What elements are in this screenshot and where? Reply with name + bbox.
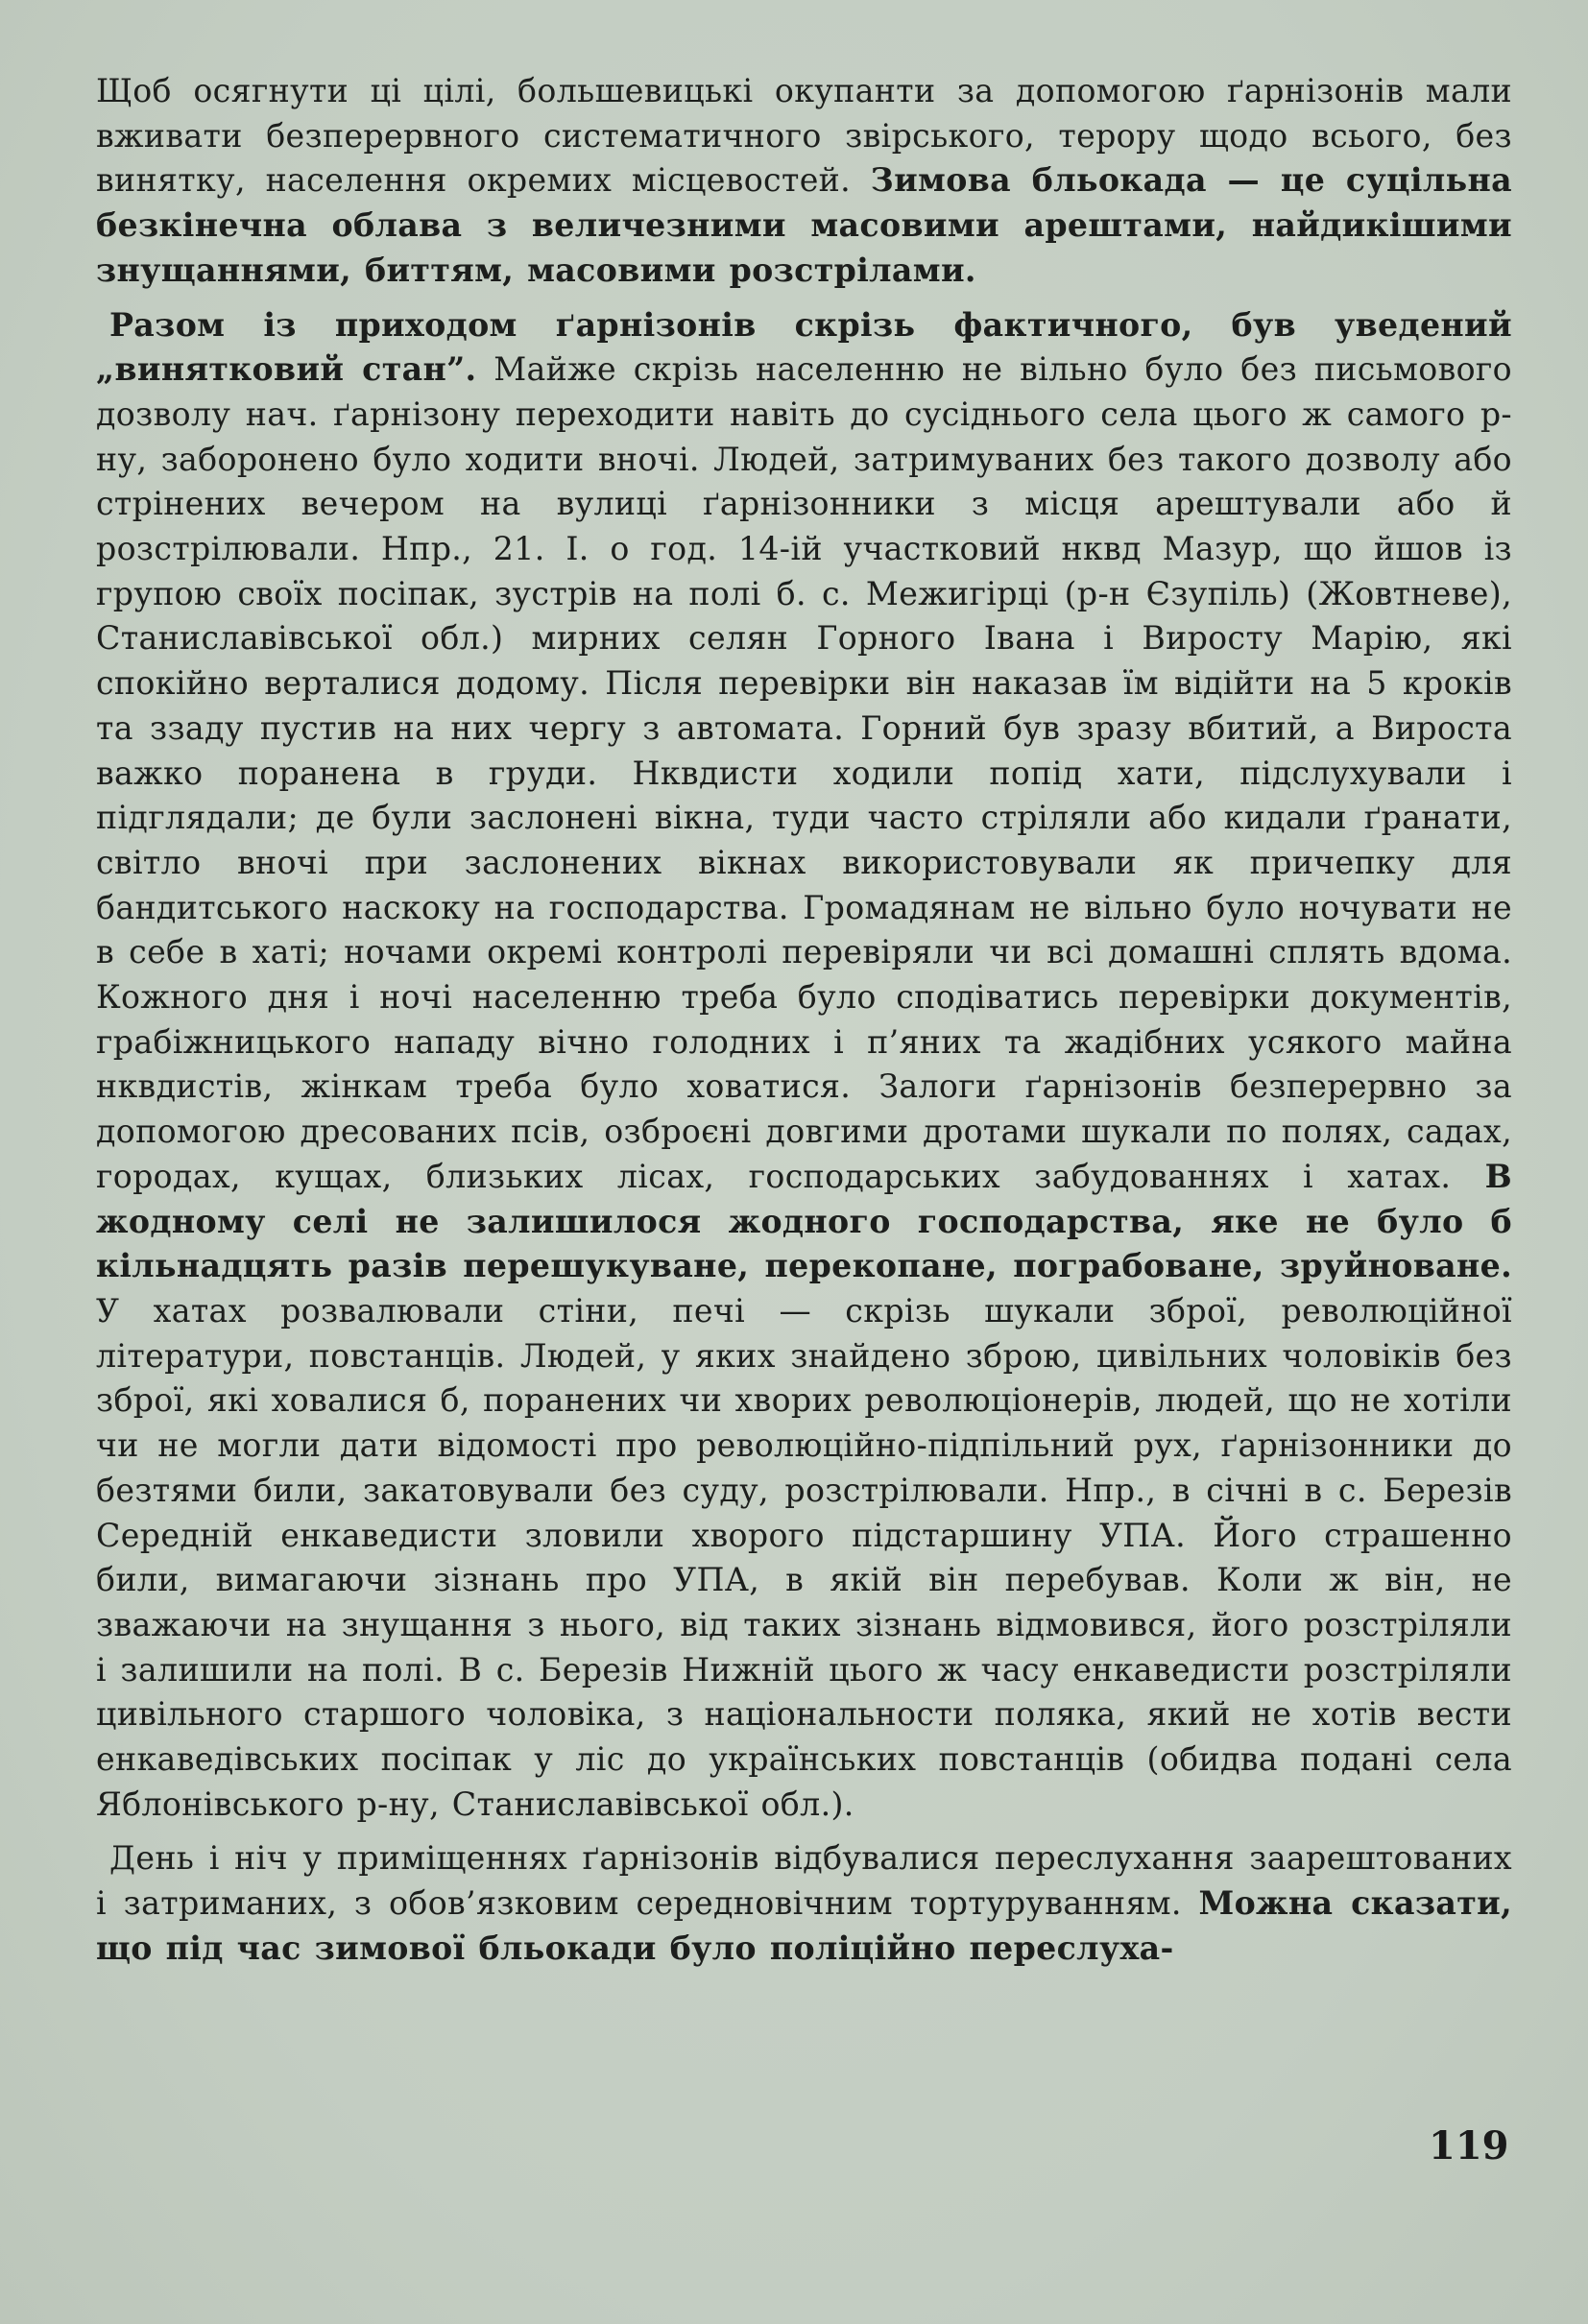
paragraph-2-bold-lead: Разом із приходом ґарнізонів скрізь фактичного, був уведений „винятковий стан”.	[96, 305, 1512, 389]
paragraph-3-text: День і ніч у приміщеннях ґарнізонів відбувалися переслухання заарештованих і затриманих, з обов’язковим середновічним тортуруванням.	[96, 1839, 1512, 1923]
paragraph-1-bold-text: Зимова бльокада — це суцільна безкінечна облава з величезними масовими арештами, найдикішими знущаннями, биттям, масовими розстрілами.	[96, 161, 1512, 289]
paragraph-3	[96, 1836, 1512, 1971]
paragraph-1	[96, 69, 1512, 294]
body-text	[96, 69, 1512, 1981]
paragraph-3-bold-text: Можна сказати, що під час зимової бльокади було поліційно переслуха-	[96, 1884, 1512, 1967]
paragraph-1-text: Щоб осягнути ці цілі, большевицькі окупанти за допомогою ґарнізонів мали вживати безперервного систематичного звірського, терору щодо всього, без винятку, населення окремих місцевостей.	[96, 72, 1512, 200]
paragraph-2-text: Майже скрізь населенню не вільно було без письмового дозволу нач. ґарнізону переходити навіть до сусіднього села цього ж самого р-ну, заборонено було ходити вночі. Людей, затримуваних без такого дозволу або стрінених вечером на вулиці ґарнізонники з місця арештували або й розстрілювали. Нпр., 21. І. о год. 14-ій участковий нквд Мазур, що йшов із групою своїх посіпак, зустрів на полі б. с. Межигірці (р-н Єзупіль) (Жовтневе), Станиславівської обл.) мирних селян Горного Івана і Виросту Марію, які спокійно верталися додому. Після перевірки він наказав їм відійти на 5 кроків та ззаду пустив на них чергу з автомата. Горний був зразу вбитий, а Вироста важко поранена в груди. Нквдисти ходили попід хати, підслухували і підглядали; де були заслонені вікна, туди часто стріляли або кидали ґранати, світло вночі при заслонених вікнах використовували як причепку для бандитського наскоку на господарства. Громадянам не вільно було ночувати не в себе в хаті; ночами окремі контролі перевіряли чи всі домашні сплять вдома. Кожного дня і ночі населенню треба було сподіватись перевірки документів, грабіжницького нападу вічно голодних і п’яних та жадібних усякого майна нквдистів, жінкам треба було ховатися. Залоги ґарнізонів безперервно за допомогою дресованих псів, озброєні довгими дротами шукали по полях, садах, городах, кущах, близьких лісах, господарських забудованнях і хатах.	[96, 350, 1512, 1195]
page-number: 119	[1429, 2123, 1509, 2168]
paragraph-2	[96, 303, 1512, 1828]
paragraph-2-bold-middle: В жодному селі не залишилося жодного господарства, яке не було б кільнадцять разів перешукуване, перекопане, пограбоване, зруйноване.	[96, 1157, 1512, 1285]
paragraph-2-text-end: У хатах розвалювали стіни, печі — скрізь шукали зброї, революційної літератури, повстанців. Людей, у яких знайдено зброю, цивільних чоловіків без зброї, які ховалися б, поранених чи хворих революціонерів, людей, що не хотіли чи не могли дати відомості про революційно-підпільний рух, ґарнізонники до безтями били, закатовували без суду, розстрілювали. Нпр., в січні в с. Березів Середній енкаведисти зловили хворого підстаршину УПА. Його страшенно били, вимагаючи зізнань про УПА, в якій він перебував. Коли ж він, не зважаючи на знущання з нього, від таких зізнань відмовився, його розстріляли і залишили на полі. В с. Березів Нижній цього ж часу енкаведисти розстріляли цивільного старшого чоловіка, з національности поляка, який не хотів вести енкаведівських посіпак у ліс до українських повстанців (обидва подані села Яблонівського р-ну, Станиславівської обл.).	[96, 1291, 1512, 1823]
